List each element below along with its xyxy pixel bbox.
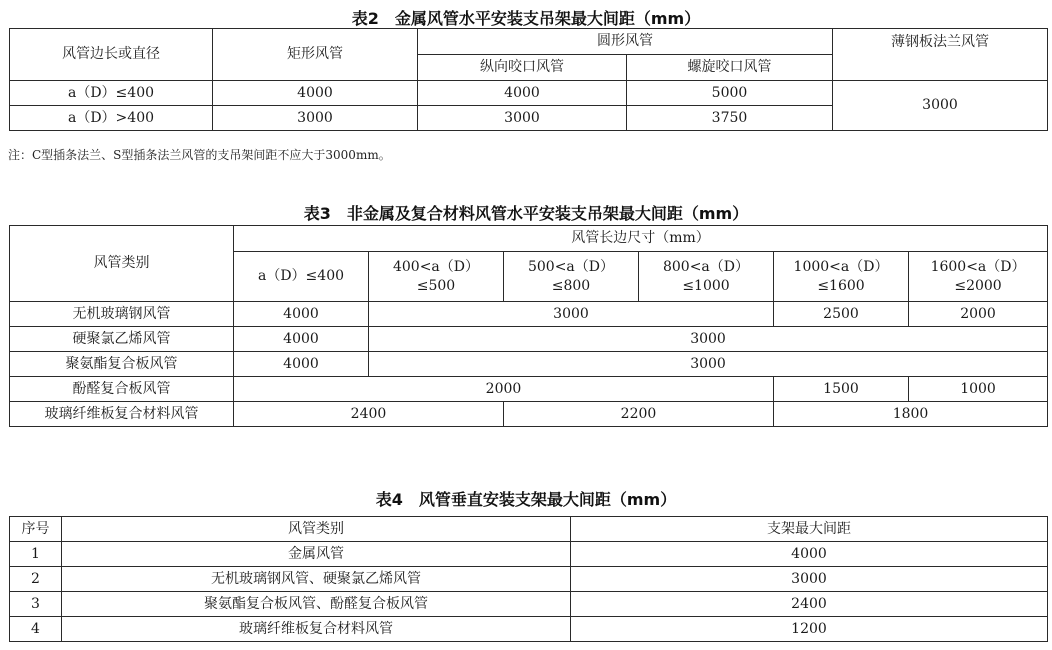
cell-type: 酚醛复合板风管 bbox=[10, 377, 234, 402]
cell-value: 4000 bbox=[234, 327, 369, 352]
header-col-500-line1: 400<a（D） bbox=[392, 259, 480, 276]
cell-type: 金属风管 bbox=[62, 542, 571, 567]
table-row bbox=[10, 567, 1048, 592]
cell-value: 2400 bbox=[234, 402, 504, 427]
header-thin-steel-flange: 薄钢板法兰风管 bbox=[833, 29, 1048, 81]
cell-type: 无机玻璃钢风管、硬聚氯乙烯风管 bbox=[62, 567, 571, 592]
cell-spiral: 3750 bbox=[627, 106, 833, 131]
header-col-2000-line1: 1600<a（D） bbox=[930, 259, 1026, 276]
cell-type: 玻璃纤维板复合材料风管 bbox=[62, 617, 571, 642]
header-col-1600-line1: 1000<a（D） bbox=[793, 259, 889, 276]
header-longitudinal-seam: 纵向咬口风管 bbox=[418, 55, 627, 81]
table-row bbox=[10, 327, 1048, 352]
cell-rect: 4000 bbox=[213, 81, 418, 106]
cell-value: 1000 bbox=[909, 377, 1048, 402]
cell-spiral: 5000 bbox=[627, 81, 833, 106]
cell-max: 2400 bbox=[571, 592, 1048, 617]
cell-no: 4 bbox=[10, 617, 62, 642]
header-duct-type: 风管类别 bbox=[10, 226, 234, 302]
cell-type: 玻璃纤维板复合材料风管 bbox=[10, 402, 234, 427]
table2-note: 注：C型插条法兰、S型插条法兰风管的支吊架间距不应大于3000mm。 bbox=[8, 148, 391, 162]
table3 bbox=[9, 225, 1048, 427]
header-col-1000 bbox=[639, 252, 774, 302]
cell-no: 1 bbox=[10, 542, 62, 567]
cell-long: 3000 bbox=[418, 106, 627, 131]
cell-max: 4000 bbox=[571, 542, 1048, 567]
header-rect-duct: 矩形风管 bbox=[213, 29, 418, 81]
header-long-side-size: 风管长边尺寸（mm） bbox=[234, 226, 1048, 252]
cell-type: 聚氨酯复合板风管 bbox=[10, 352, 234, 377]
cell-value: 3000 bbox=[369, 352, 1048, 377]
header-col-800 bbox=[504, 252, 639, 302]
cell-no: 3 bbox=[10, 592, 62, 617]
table3-title: 表3 非金属及复合材料风管水平安装支吊架最大间距（mm） bbox=[303, 204, 749, 223]
header-round-duct: 圆形风管 bbox=[418, 29, 833, 55]
table-row bbox=[10, 81, 1048, 106]
header-col-400: a（D）≤400 bbox=[234, 252, 369, 302]
header-col-1600 bbox=[774, 252, 909, 302]
header-col-800-line1: 500<a（D） bbox=[527, 259, 615, 276]
table4 bbox=[9, 516, 1048, 642]
header-col-2000 bbox=[909, 252, 1048, 302]
header-col-1000-line2: ≤1000 bbox=[682, 277, 730, 294]
cell-long: 4000 bbox=[418, 81, 627, 106]
cell-value: 2000 bbox=[909, 302, 1048, 327]
header-no: 序号 bbox=[10, 517, 62, 542]
cell-type: 无机玻璃钢风管 bbox=[10, 302, 234, 327]
cell-value: 4000 bbox=[234, 302, 369, 327]
cell-size: a（D）>400 bbox=[10, 106, 213, 131]
cell-value: 1500 bbox=[774, 377, 909, 402]
header-col-2000-line2: ≤2000 bbox=[954, 277, 1002, 294]
cell-max: 1200 bbox=[571, 617, 1048, 642]
cell-type: 硬聚氯乙烯风管 bbox=[10, 327, 234, 352]
header-col-500 bbox=[369, 252, 504, 302]
header-col-1600-line2: ≤1600 bbox=[817, 277, 865, 294]
cell-value: 3000 bbox=[369, 327, 1048, 352]
cell-rect: 3000 bbox=[213, 106, 418, 131]
table-row bbox=[10, 402, 1048, 427]
header-col-800-line2: ≤800 bbox=[551, 277, 591, 294]
header-col-500-line2: ≤500 bbox=[416, 277, 456, 294]
cell-size: a（D）≤400 bbox=[10, 81, 213, 106]
table2 bbox=[9, 28, 1048, 131]
table2-title: 表2 金属风管水平安装支吊架最大间距（mm） bbox=[351, 9, 701, 28]
header-col-1000-line1: 800<a（D） bbox=[662, 259, 750, 276]
cell-value: 2500 bbox=[774, 302, 909, 327]
header-max-spacing: 支架最大间距 bbox=[571, 517, 1048, 542]
cell-value: 2200 bbox=[504, 402, 774, 427]
table4-title: 表4 风管垂直安装支架最大间距（mm） bbox=[375, 490, 677, 509]
header-duct-size: 风管边长或直径 bbox=[10, 29, 213, 81]
cell-thin-value: 3000 bbox=[833, 81, 1048, 131]
header-duct-type: 风管类别 bbox=[62, 517, 571, 542]
cell-max: 3000 bbox=[571, 567, 1048, 592]
table-row bbox=[10, 542, 1048, 567]
cell-value: 2000 bbox=[234, 377, 774, 402]
header-spiral-seam: 螺旋咬口风管 bbox=[627, 55, 833, 81]
table-row bbox=[10, 592, 1048, 617]
cell-no: 2 bbox=[10, 567, 62, 592]
cell-value: 4000 bbox=[234, 352, 369, 377]
table-row bbox=[10, 377, 1048, 402]
table-row bbox=[10, 302, 1048, 327]
cell-type: 聚氨酯复合板风管、酚醛复合板风管 bbox=[62, 592, 571, 617]
cell-value: 3000 bbox=[369, 302, 774, 327]
table-row bbox=[10, 617, 1048, 642]
table-row bbox=[10, 352, 1048, 377]
cell-value: 1800 bbox=[774, 402, 1048, 427]
